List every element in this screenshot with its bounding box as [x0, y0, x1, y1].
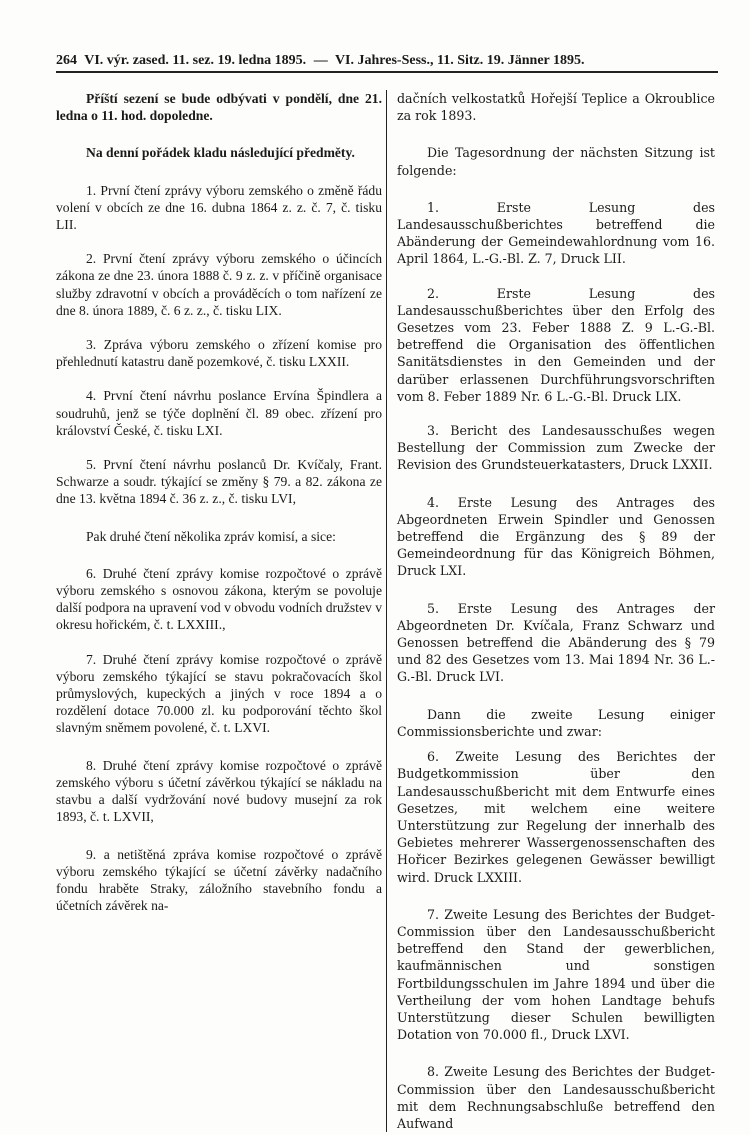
continuation-text: dačních velkostatků Hořejší Teplice a Okroublice za rok 1893.: [397, 91, 715, 124]
header-dash: —: [313, 53, 328, 68]
running-header: [56, 52, 718, 69]
german-column: [386, 90, 715, 1132]
agenda-item-de-6: 6. Zweite Lesung des Berichtes der Budgetkommission über den Landesausschußbericht mit dem Entwurfe eines Gesetzes, mit welchem eine weitere Unterstützung zur Regelung der innerhalb des Gebietes mehrerer Wassergenossenschaften des Hořicer Bezirkes gelegenen Gewässer bewilligt wird. Druck LXXIII.: [397, 749, 715, 885]
agenda-item-de-3: 3. Bericht des Landesausschußes wegen Bestellung der Commission zum Zwecke der Revision des Grundsteuerkatasters, Druck LXXII.: [397, 423, 715, 473]
header-german: VI. Jahres-Sess., 11. Sitz. 19. Jänner 1895.: [334, 53, 585, 68]
agenda-item-cz-5: 5. První čtení návrhu poslanců Dr. Kvíčaly, Frant. Schwarze a soudr. týkající se změny § 79. a 82. zákona ze dne 13. května 1894 č. 36 z. z., č. tisku LVI,: [56, 457, 382, 507]
agenda-item-cz-2: 2. První čtení zprávy výboru zemského o účincích zákona ze dne 23. února 1888 č. 9 z. z. v příčině organisace služby zdravotní v obcích a prováděcích o tom nařízení ze dne 8. února 1889, č. 6 z. z., č. tisku LIX.: [56, 251, 382, 318]
agenda-item-de-7: 7. Zweite Lesung des Berichtes der Budget-Commission über den Landesausschußbericht betreffend den Stand der gewerblichen, kaufmännischen und sonstigen Fortbildungsschulen im Jahre 1894 und über die Vertheilung der vom hohen Landtage behufs Unterstützung dieser Schulen bewilligten Dotation von 70.000 fl., Druck LXVI.: [397, 906, 715, 1043]
next-session-notice: Příští sezení se bude odbývati v pondělí, dne 21. ledna o 11. hod. dopoledne.: [56, 91, 382, 124]
agenda-item-cz-1: 1. První čtení zprávy výboru zemského o změně řádu volení v obcích ze dne 16. dubna 1864 z. z. č. 7, č. tisku LII.: [56, 182, 382, 233]
agenda-item-cz-7: 7. Druhé čtení zprávy komise rozpočtové o zprávě výboru zemského týkající se stavu pokračovacích škol průmyslových, kupeckých a jiných v roce 1894 a o rozdělení dotace 70.000 zl. ku podporování těchto škol slavným sněmem povolené, č. t. LXVI.: [56, 651, 382, 736]
agenda-item-cz-6: 6. Druhé čtení zprávy komise rozpočtové o zprávě výboru zemského s osnovou zákona, kterým se povoluje další podpora na upravení vod v obvodu vodních družstev v okresu hořickém, č. t. LXXIII.,: [56, 565, 382, 633]
agenda-item-de-4: 4. Erste Lesung des Antrages des Abgeordneten Erwein Spindler und Genossen betreffend die Ergänzung des § 89 der Gemeindeordnung für das Königreich Böhmen, Druck LXI.: [397, 494, 715, 579]
header-czech: VI. výr. zased. 11. sez. 19. ledna 1895.: [84, 53, 307, 68]
second-reading-intro-cz: Pak druhé čtení několika zpráv komisí, a sice:: [86, 528, 336, 544]
agenda-item-de-5: 5. Erste Lesung des Antrages der Abgeordneten Dr. Kvíčala, Franz Schwarz und Genossen betreffend die Abänderung des § 79 und 82 des Gesetzes vom 13. Mai 1894 Nr. 36 L.-G.-Bl. Druck LVI.: [397, 600, 715, 685]
czech-column: [56, 90, 382, 914]
second-reading-intro-de: Dann die zweite Lesung einiger Commissionsberichte und zwar:: [397, 706, 715, 739]
agenda-intro-cz: Na denní pořádek kladu následující předměty.: [86, 145, 355, 161]
agenda-item-de-2: 2. Erste Lesung des Landesausschußberichtes über den Erfolg des Gesetzes vom 23. Feber 1888 Z. 9 L.-G.-Bl. betreffend die Organisation des öffentlichen Sanitätsdienstes in den Gemeinden und der darüber erlassenen Durchführungsvorschriften vom 8. Feber 1889 Nr. 6 L.-G.-Bl. Druck LIX.: [397, 285, 715, 404]
agenda-item-de-1: 1. Erste Lesung des Landesausschußberichtes betreffend die Abänderung der Gemeindewahlordnung vom 16. April 1864, L.-G.-Bl. Z. 7, Druck LII.: [397, 199, 715, 267]
page-number: 264: [56, 53, 77, 68]
agenda-intro-de: Die Tagesordnung der nächsten Sitzung ist folgende:: [397, 145, 715, 178]
agenda-item-cz-3: 3. Zpráva výboru zemského o zřízení komise pro přehlednutí katastru daně pozemkové, č. tisku LXXII.: [56, 337, 382, 370]
header-rule: [56, 71, 718, 73]
agenda-item-cz-8: 8. Druhé čtení zprávy komise rozpočtové o zprávě zemského výboru s účetní závěrkou týkající se nákladu na stavbu a další vydržování nové budovy musejní za rok 1893, č. t. LXVII,: [56, 757, 382, 825]
agenda-item-de-8: 8. Zweite Lesung des Berichtes der Budget-Commission über den Landesausschußbericht mit dem Rechnungsabschluße betreffend den Aufwand: [397, 1064, 715, 1131]
agenda-item-cz-9: 9. a netištěná zpráva komise rozpočtové o zprávě výboru zemského týkající se účetní závěrky nadačního fondu hraběte Straky, záložního stavebního fondu a účetních závěrek na-: [56, 846, 382, 914]
agenda-item-cz-4: 4. První čtení návrhu poslance Ervína Špindlera a soudruhů, jenž se týče doplnění čl. 89 obec. zřízení pro království České, č. tisku LXI.: [56, 388, 382, 438]
